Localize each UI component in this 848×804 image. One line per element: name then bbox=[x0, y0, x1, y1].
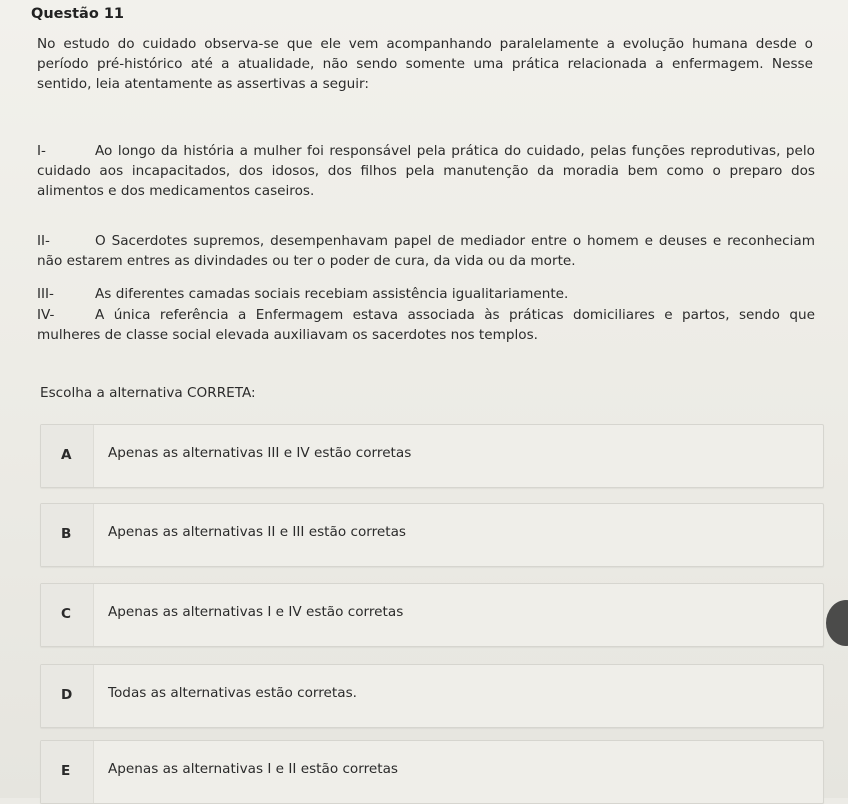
option-text: Apenas as alternativas III e IV estão corretas bbox=[108, 445, 412, 461]
assertion-number: II- bbox=[37, 233, 50, 249]
option-text: Apenas as alternativas I e IV estão corretas bbox=[108, 604, 404, 620]
assertion-3 bbox=[37, 284, 815, 304]
option-letter-box bbox=[41, 504, 94, 566]
option-letter: D bbox=[61, 687, 73, 703]
option-letter: E bbox=[61, 763, 71, 779]
question-intro: No estudo do cuidado observa-se que ele vem acompanhando paralelamente a evolução humana desde o período pré-histórico até a atualidade, não sendo somente uma prática relacionada a enfermagem. Nesse sentido, leia atentamente as assertivas a seguir: bbox=[37, 36, 813, 92]
option-e[interactable] bbox=[40, 740, 824, 804]
option-text: Apenas as alternativas I e II estão corretas bbox=[108, 761, 398, 777]
option-letter: B bbox=[61, 526, 72, 542]
assertion-number: I- bbox=[37, 143, 46, 159]
option-a[interactable] bbox=[40, 424, 824, 488]
option-letter: C bbox=[61, 606, 71, 622]
option-d[interactable] bbox=[40, 664, 824, 728]
option-b[interactable] bbox=[40, 503, 824, 567]
option-text: Todas as alternativas estão corretas. bbox=[108, 685, 357, 701]
assertion-text: Ao longo da história a mulher foi responsável pela prática do cuidado, pelas funções reprodutivas, pelo cuidado aos incapacitados, dos idosos, dos filhos pela manutenção da moradia bem como o preparo dos alimentos e dos medicamentos caseiros. bbox=[37, 143, 815, 199]
assertion-text: As diferentes camadas sociais recebiam assistência igualitariamente. bbox=[95, 286, 569, 302]
question-prompt: Escolha a alternativa CORRETA: bbox=[40, 385, 256, 401]
assertion-text: O Sacerdotes supremos, desempenhavam papel de mediador entre o homem e deuses e reconheciam não estarem entres as divindades ou ter o poder de cura, da vida ou da morte. bbox=[37, 233, 815, 269]
option-letter-box bbox=[41, 665, 94, 727]
option-letter: A bbox=[61, 447, 72, 463]
assertion-text: A única referência a Enfermagem estava associada às práticas domiciliares e partos, sendo que mulheres de classe social elevada auxiliavam os sacerdotes nos templos. bbox=[37, 307, 815, 343]
option-text: Apenas as alternativas II e III estão corretas bbox=[108, 524, 407, 540]
assertion-number: IV- bbox=[37, 307, 55, 323]
assertion-4 bbox=[37, 305, 815, 345]
edge-shadow bbox=[826, 600, 848, 646]
assertion-number: III- bbox=[37, 286, 54, 302]
assertion-2 bbox=[37, 231, 815, 271]
assertion-1 bbox=[37, 141, 815, 201]
question-title: Questão 11 bbox=[31, 6, 125, 22]
option-c[interactable] bbox=[40, 583, 824, 647]
option-letter-box bbox=[41, 741, 94, 803]
option-letter-box bbox=[41, 425, 94, 487]
option-letter-box bbox=[41, 584, 94, 646]
